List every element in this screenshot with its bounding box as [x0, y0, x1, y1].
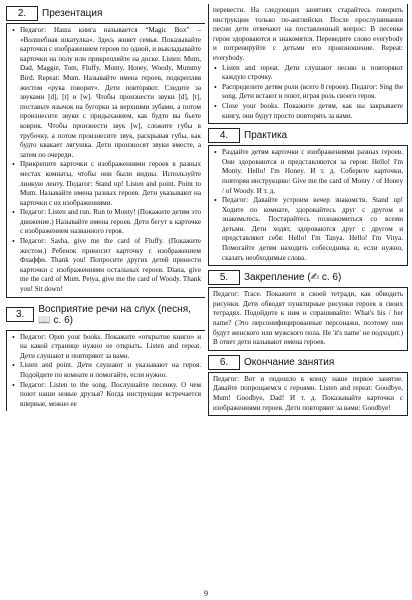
section-title: Окончание занятия — [244, 356, 335, 368]
list-item: • Прикрепите карточки с изображениями героев в разных местах комнаты, чтобы они были видны. Используйте линкую ленту. Педагог: Stand up! Listen and point. Point to Mum. Называйте имена разных героев. Дети указывают на карточки с их изображениями. — [11, 160, 201, 208]
section-6-body — [208, 372, 408, 416]
list-item: • Педагог: Listen and run. Run to Monty! (Покажите детям это движение.) Называйте имена героев. Дети бегут к карточке с изображением названного героя. — [11, 208, 201, 237]
section-2-header — [6, 6, 205, 21]
page-number: 9 — [204, 589, 208, 598]
list-item: • Педагог: Listen to the song. Послушайте песенку. О чем поют наши новые друзья? Когда инструкция встречается впервые, можно ее — [11, 381, 201, 410]
section-number: 6. — [208, 355, 240, 370]
list-item: • Педагог: Давайте устроим вечер знакомств. Stand up! Ходите по комнате, здоровайтесь друг с другом и знакомьтесь. Постарайтесь познакомиться со всеми детьми. Дети ходят, здороваются друг с другом и представляют себя: Hello! I'm Tanya. Hello! I'm Vitya. Помогайте детям находить собеседника и, если нужно, сказать необходимые слова. — [213, 196, 403, 263]
section-4-body — [208, 145, 408, 266]
section-number: 4. — [208, 128, 240, 143]
list-item: • Раздайте детям карточки с изображениями разных героев. Они здороваются и представляются за героя: Hello! I'm Monty. Hello! I'm Honey. И т. д. Соберите карточки, повторяя инструкцию: Give me the card of Monty / of Honey / of Woody. И т. д. — [213, 148, 403, 196]
section-number: 5. — [208, 270, 240, 285]
section-2-body — [6, 23, 205, 298]
section-4-header — [208, 128, 408, 143]
section-3-body — [6, 330, 205, 412]
list-item: • Педагог: Sasha, give me the card of Fluffy. (Покажите жестом.) Ребенок приносит карточку с изображением Флаффи. Thank you! Попросите других детей принести карточки с изображениями остальных героев. Diana, give me the card of Mum. Petya, give me the card of Woody. Thank you! Sit down! — [11, 237, 201, 295]
list-item: • Close your books. Покажите детям, как вы закрываете книгу, они будут просто повторять за вами. — [213, 102, 403, 121]
section-3-continued — [208, 4, 408, 124]
paragraph: перевести. На следующих занятиях старайтесь говорить инструкции только по-английски. После прослушивания песни дети отвечают на поставленный вопрос: В песенке герои здороваются и знакомятся. Переведите слово everybody и потренируйте с детьми его произношение. Repeat: everybody. — [213, 6, 403, 62]
section-3-header — [6, 302, 205, 328]
list-item: • Педагог: Наша книга называется “Magic Box” – «Волшебная шкатулка». Здесь живет семья. Показывайте карточки с изображением героев по одной, и выкладывайте карточки на полу или прикрепляйте на доске. Listen: Mum, Dad, Maggie, Tom, Fluffy, Monty, Honey, Woody, Mummy Bird. Repeat: Mum. Называйте имена героев, подкрепляя жестом «рука говорит». Дети повторяют. Следите за звуками [d], [t] и [w]. Чтобы произнести звуки [d], [t], поставьте язычок на бугорки за верхними зубами, а потом произнесите звуки с придыханием, как будто вы бьете коврик. Чтобы произнести звук [w], сложите губы в трубочку, а потом произнесите звук, раскрывая губы, как будто квакает лягушка. Дети произносят звуки вместе, а затем по очереди. — [11, 26, 201, 160]
paragraph: Педагог: Trace. Покажите в своей тетради, как обводить рисунки. Дети обводят пунктирные рисунки героев в своих тетрадях. Подойдите к ним и спрашивайте: What's his / her name? (Это персонифицированные персонажи, поэтому они будут женского или мужского пола. Не 'it's name' не подходит.) В ответ дети называют имена героев. — [213, 290, 403, 347]
list-item: • Распределите детям роли (всего 8 героев). Педагог: Sing the song. Дети встают и поют, играя роль своего героя. — [213, 83, 403, 102]
section-title: Восприятие речи на слух (песня, 📖 с. 6) — [38, 303, 191, 326]
section-5-body — [208, 287, 408, 351]
section-5-header — [208, 270, 408, 285]
right-column — [208, 4, 408, 586]
section-6-header — [208, 355, 408, 370]
left-column — [6, 4, 205, 586]
list-item: • Listen and repeat. Дети слушают песню и повторяют каждую строчку. — [213, 64, 403, 83]
section-title: Практика — [244, 130, 288, 142]
section-title: Закрепление (✍ с. 6) — [244, 272, 342, 284]
list-item: • Педагог: Open your books. Покажите «открытие книги» и на какой странице нужно ее открыть. Listen and repeat. Дети слушают и повторяют за вами. — [11, 333, 201, 362]
list-item: • Listen and point. Дети слушают и указывают на героя. Подойдите по комнате и помогайте, если нужно. — [11, 361, 201, 380]
section-number: 3. — [6, 307, 34, 322]
section-number: 2. — [6, 6, 38, 21]
paragraph: Педагог: Вот и подошло к концу наше первое занятие. Давайте попрощаемся с героями. Listen and repeat: Goodbye, Mum! Goodbye, Dad! И т. д. Показывайте карточки с изображениями героев. Дети повторяют за вами: Goodbye! — [213, 374, 403, 412]
section-title: Презентация — [42, 8, 103, 19]
